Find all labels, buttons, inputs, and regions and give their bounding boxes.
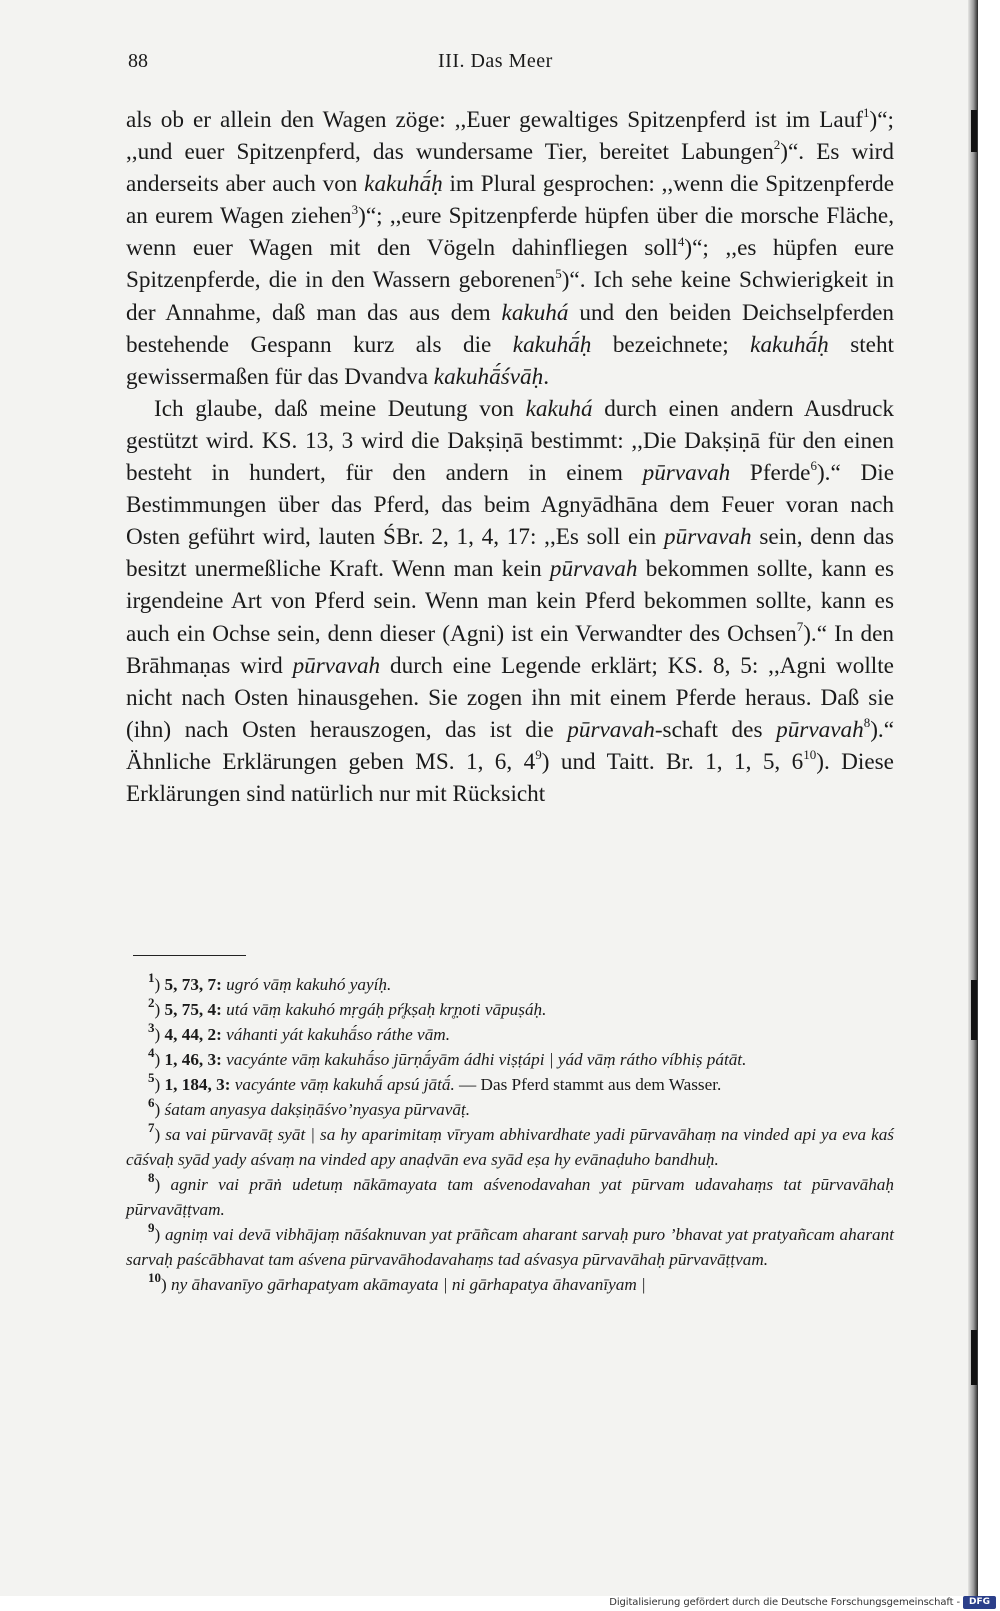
paragraph: Ich glaube, daß meine Deutung von kakuhá durch einen andern Ausdruck gestützt wird. KS. 13, 3 wird die Dakṣiṇā bestimmt: ,,Die Dakṣiṇā für den einen besteht in hundert, für den andern in einem pūrvavah Pferde$^6$).“ Die Bestimmungen über das Pferd, das beim Agnyādhāna dem Feuer voran nach Osten geführt wird, lauten ŚBr. 2, 1, 4, 17: ,,Es soll ein pūrvavah sein, denn das besitzt unermeßliche Kraft. Wenn man kein pūrvavah bekommen sollte, kann es irgendeine Art von Pferd sein. Wenn man kein Pferd bekommen sollte, kann es auch ein Ochse sein, denn dieser (Agni) ist ein Verwandter des Ochsen$^7$).“ In den Brāhmaṇas wird pūrvavah durch eine Legende erklärt; KS. 8, 5: ,,Agni wollte nicht nach Osten hinausgehen. Sie zogen ihn mit einem Pferde heraus. Daß sie (ihn) nach Osten herauszogen, das ist die pūrvavah-schaft des pūrvavah$^8$).“ Ähnliche Erklärungen geben MS. 1, 6, $4^9$) und Taitt. Br. 1, 1, 5, $6^{10}$). Diese Erklärungen sind natürlich nur mit Rücksicht [126, 395, 894, 807]
funding-credit: Digitalisierung gefördert durch die Deutsche Forschungsgemeinschaft - [609, 1597, 960, 1608]
footnote: $^1$) 5, 73, 7: ugró vāṃ kakuhó yayíḥ. [148, 970, 392, 994]
dfg-logo: DFG [963, 1596, 996, 1609]
page-number: 88 [128, 50, 148, 72]
edge-mark [971, 1330, 977, 1385]
edge-mark [971, 980, 977, 1040]
footnote: $^4$) 1, 46, 3: vacyánte vāṃ kakuhā́so jūrṇā́yām ádhi viṣṭápi | yád vāṃ rátho víbhiṣ pátāt. [148, 1045, 747, 1069]
paragraph: als ob er allein den Wagen zöge: ,,Euer gewaltiges Spitzenpferd ist im Lauf$^1$)“; ,,und euer Spitzenpferd, das wundersame Tier, bereitet Labungen$^2$)“. Es wird anderseits aber auch von kakuhā́ḥ im Plural gesprochen: ,,wenn die Spitzenpferde an eurem Wagen ziehen$^3$)“; ,,eure Spitzenpferde hüpfen über die morsche Fläche, wenn euer Wagen mit den Vögeln dahinfliegen soll$^4$)“; ,,es hüpfen eure Spitzenpferde, die in den Wassern geborenen$^5$)“. Ich sehe keine Schwierigkeit in der Annahme, daß man das aus dem kakuhá und den beiden Deichselpferden bestehende Gespann kurz als die kakuhā́ḥ bezeichnete; kakuhā́ḥ steht gewissermaßen für das Dvandva kakuhā́śvāḥ. [126, 105, 895, 390]
footnotes [126, 972, 894, 1297]
footnote: $^5$) 1, 184, 3: vacyánte vāṃ kakuhā́ apsú jātā́. — Das Pferd stammt aus dem Wasser. [148, 1070, 722, 1094]
edge-mark [971, 110, 977, 152]
footnote: $^3$) 4, 44, 2: váhanti yát kakuhā́so ráthe vām. [148, 1020, 450, 1044]
footnote: $^7$) sa vai pūrvavāṭ syāt | sa hy aparimitaṃ vīryam abhivardhate yadi pūrvavāhaṃ na vinded api ya eva kaś cāśvaḥ syād yady aśvaṃ na vinded apy anaḍvān eva syād eṣa hy evānaḍuho bandhuḥ. [126, 1120, 894, 1169]
footnote: $^6$) śatam anyasya dakṣiṇāśvo’nyasya pūrvavāṭ. [148, 1095, 471, 1119]
footnote: $^{10}$) ny āhavanīyo gārhapatyam akāmayata | ni gārhapatya āhavanīyam | [148, 1270, 646, 1294]
footnote: $^8$) agnir vai prāṅ udetuṃ nākāmayata tam aśvenodavahan yat pūrvam udavahaṃs tat pūrvavāhaḥ pūrvavāṭṭvam. [126, 1170, 894, 1219]
footer-bar [0, 1596, 1000, 1611]
body-text [126, 104, 894, 810]
page-header [128, 50, 896, 78]
footnote-rule [133, 955, 246, 956]
footnote: $^2$) 5, 75, 4: utá vāṃ kakuhó mṛgáḥ pŕ̥kṣaḥ kr̥ṇoti vāpuṣáḥ. [148, 995, 547, 1019]
footnote: $^9$) agniṃ vai devā vibhājaṃ nāśaknuvan yat prāñcam aharant sarvaḥ puro ’bhavat yat pratyañcam aharant sarvaḥ paścābhavat tam aśvena pūrvavāhodavahaṃs tad aśvasya pūrvavāhaḥ pūrvavāṭṭvam. [126, 1220, 894, 1269]
running-head: III. Das Meer [438, 50, 553, 72]
